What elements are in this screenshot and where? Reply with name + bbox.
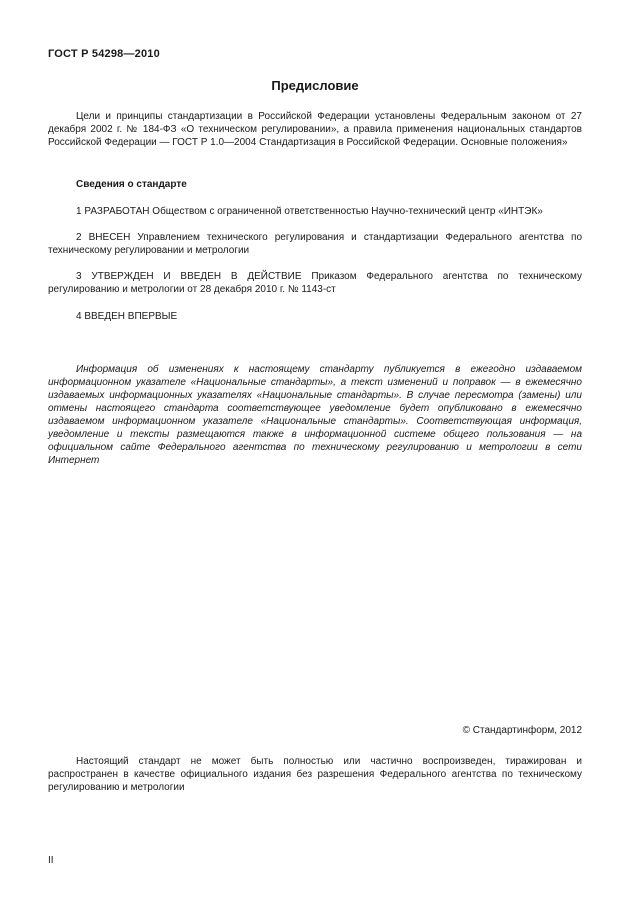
item-2 — [48, 231, 582, 257]
item-1-text: 1 РАЗРАБОТАН Обществом с ограниченной ответственностью Научно-технический центр «ИНТЭК» — [76, 206, 543, 217]
copyright: © Стандартинформ, 2012 — [462, 725, 582, 736]
info-text: Информация об изменениях к настоящему стандарту публикуется в ежегодно издаваемом информационном указателе «Национальные стандарты», а текст изменений и поправок — в ежемесячно издаваемых информационных указателях «Национальные стандарты». В случае пересмотра (замены) или отмены настоящего стандарта соответствующее уведомление будет опубликовано в ежемесячно издаваемом информационном указателе «Национальные стандарты». Соответствующая информация, уведомление и тексты размещаются также в информационной системе общего пользования — на официальном сайте Федерального агентства по техническому регулированию и метрологии в сети Интернет — [48, 364, 582, 466]
item-3 — [48, 270, 582, 296]
item-2-text: 2 ВНЕСЕН Управлением технического регулирования и стандартизации Федерального агентства по техническому регулировании и метрологии — [48, 232, 582, 256]
page-title: Предисловие — [271, 78, 359, 93]
intro-text: Цели и принципы стандартизации в Российской Федерации установлены Федеральным законом от 27 декабря 2002 г. № 184-ФЗ «О техническом регулировании», а правила применения национальных стандартов Российской Федерации — ГОСТ Р 1.0—2004 Стандартизация в Российской Федерации. Основные положения» — [48, 111, 582, 148]
section-subtitle — [48, 178, 582, 191]
intro-paragraph — [48, 110, 582, 149]
item-4 — [48, 310, 582, 323]
item-1 — [48, 205, 582, 218]
info-paragraph — [48, 363, 582, 467]
standard-code-header: ГОСТ Р 54298—2010 — [48, 48, 160, 60]
subtitle-text: Сведения о стандарте — [76, 179, 187, 190]
notice-text: Настоящий стандарт не может быть полностью или частично воспроизведен, тиражирован и распространен в качестве официального издания без разрешения Федерального агентства по техническому регулированию и метрологии — [48, 756, 582, 793]
item-3-text: 3 УТВЕРЖДЕН И ВВЕДЕН В ДЕЙСТВИЕ Приказом Федерального агентства по техническому регулированию и метрологии от 28 декабря 2010 г. № 1143-ст — [48, 271, 582, 295]
page-number: II — [48, 855, 54, 866]
notice-paragraph — [48, 755, 582, 794]
item-4-text: 4 ВВЕДЕН ВПЕРВЫЕ — [76, 311, 178, 322]
